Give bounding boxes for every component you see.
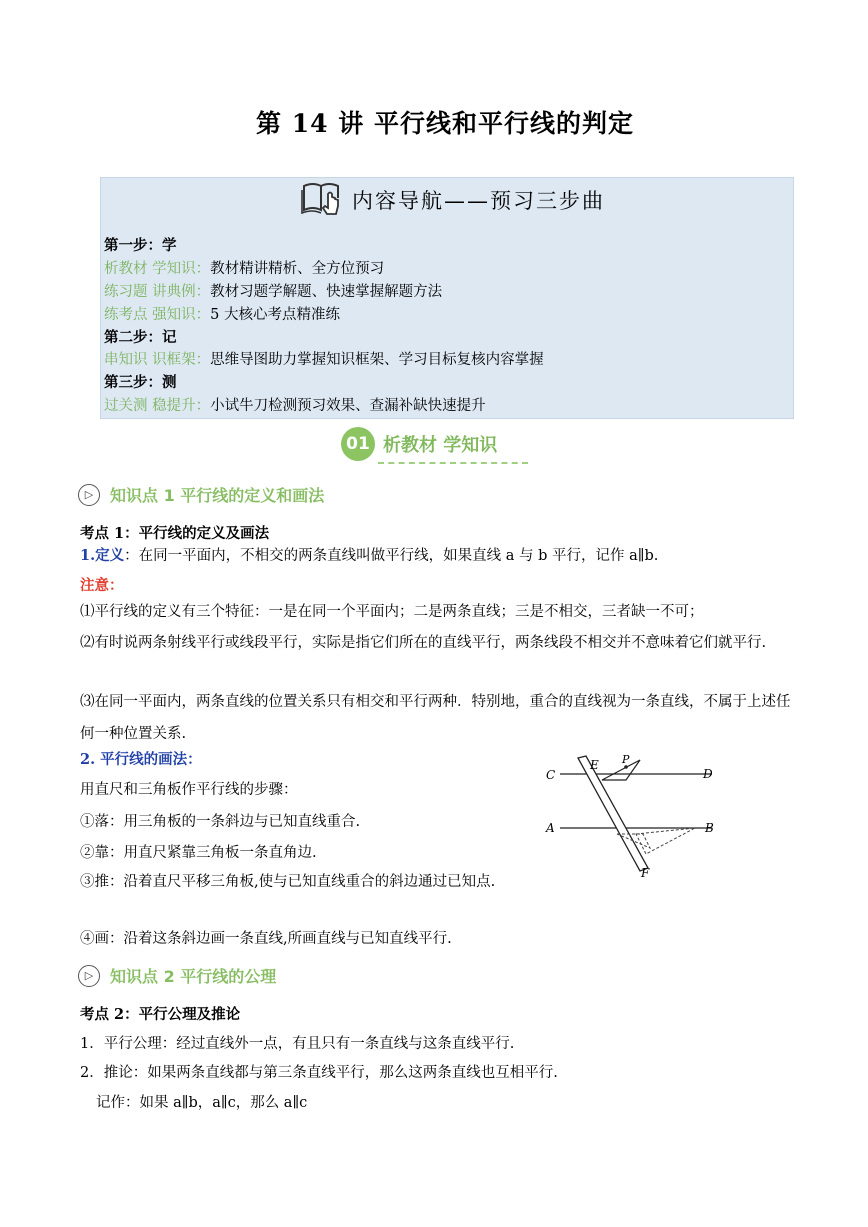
page-title: 第 14 讲 平行线和平行线的判定 (256, 109, 634, 138)
drawing-intro: 用直尺和三角板作平行线的步骤： (80, 782, 298, 798)
drawing-step: ③推：沿着直尺平移三角板,使与已知直线重合的斜边通过已知点. (80, 874, 496, 890)
drawing-step: ②靠：用直尺紧靠三角板一条直角边. (80, 845, 317, 861)
nav-title: 内容导航——预习三步曲 (352, 189, 605, 213)
step-item: 过关测 稳提升：小试牛刀检测预习效果、查漏补缺快速提升 (104, 398, 486, 414)
step-1-heading: 第一步：学 (104, 237, 177, 254)
section-underline (378, 462, 528, 464)
notation-line: 记作：如果 a∥b，a∥c，那么 a∥c (96, 1095, 308, 1111)
step-2-heading: 第二步：记 (104, 329, 177, 346)
drawing-step: ①落：用三角板的一条斜边与已知直线重合. (80, 814, 361, 830)
point-2-title: 考点 2：平行公理及推论 (80, 1006, 241, 1023)
nav-header (300, 180, 605, 220)
parallel-construction-figure (540, 750, 730, 885)
step-item: 练考点 强知识：5 大核心考点精准练 (104, 307, 340, 323)
label-F: F (641, 866, 650, 880)
section-title: 析教材 学知识 (383, 435, 498, 456)
drawing-step: ④画：沿着这条斜边画一条直线,所画直线与已知直线平行. (80, 931, 452, 947)
label-D: D (703, 767, 713, 781)
knowledge-point-title: 知识点 2 平行线的公理 (110, 967, 277, 986)
corollary-line: 2．推论：如果两条直线都与第三条直线平行，那么这两条直线也互相平行. (80, 1065, 558, 1081)
definition: 1.定义：在同一平面内，不相交的两条直线叫做平行线，如果直线 a 与 b 平行，记作 a∥b. (80, 547, 659, 564)
note-1: ⑴平行线的定义有三个特征：一是在同一个平面内；二是两条直线；三是不相交，三者缺一不可； (80, 604, 704, 620)
knowledge-point-2 (78, 964, 276, 987)
axiom-line: 1．平行公理：经过直线外一点，有且只有一条直线与这条直线平行. (80, 1036, 515, 1052)
step-item: 串知识 识框架：思维导图助力掌握知识框架、学习目标复核内容掌握 (104, 352, 544, 368)
label-A: A (546, 821, 555, 835)
section-number: 01 (341, 427, 375, 461)
label-B: B (705, 821, 714, 835)
knowledge-point-title: 知识点 1 平行线的定义和画法 (110, 486, 325, 505)
arrow-circle-icon: ▷ (78, 484, 100, 506)
step-3-heading: 第三步：测 (104, 374, 177, 391)
section-badge (341, 426, 497, 462)
book-pointer-icon (300, 178, 344, 222)
drawing-title: 2. 平行线的画法： (80, 751, 202, 768)
label-C: C (546, 768, 556, 782)
note-2: ⑵有时说两条射线平行或线段平行，实际是指它们所在的直线平行，两条线段不相交并不意味着它们就平行. (80, 635, 767, 651)
label-E: E (590, 758, 599, 772)
note-3: ⑶在同一平面内，两条直线的位置关系只有相交和平行两种．特别地，重合的直线视为一条直线，不属于上述任何一种位置关系. (80, 694, 791, 742)
point-1-title: 考点 1：平行线的定义及画法 (80, 525, 270, 542)
step-item: 练习题 讲典例：教材习题学解题、快速掌握解题方法 (104, 284, 443, 300)
note-label: 注意： (80, 577, 124, 594)
arrow-circle-icon: ▷ (78, 965, 100, 987)
label-P: P (622, 753, 630, 766)
knowledge-point-1 (78, 483, 324, 506)
step-item: 析教材 学知识：教材精讲精析、全方位预习 (104, 261, 385, 277)
